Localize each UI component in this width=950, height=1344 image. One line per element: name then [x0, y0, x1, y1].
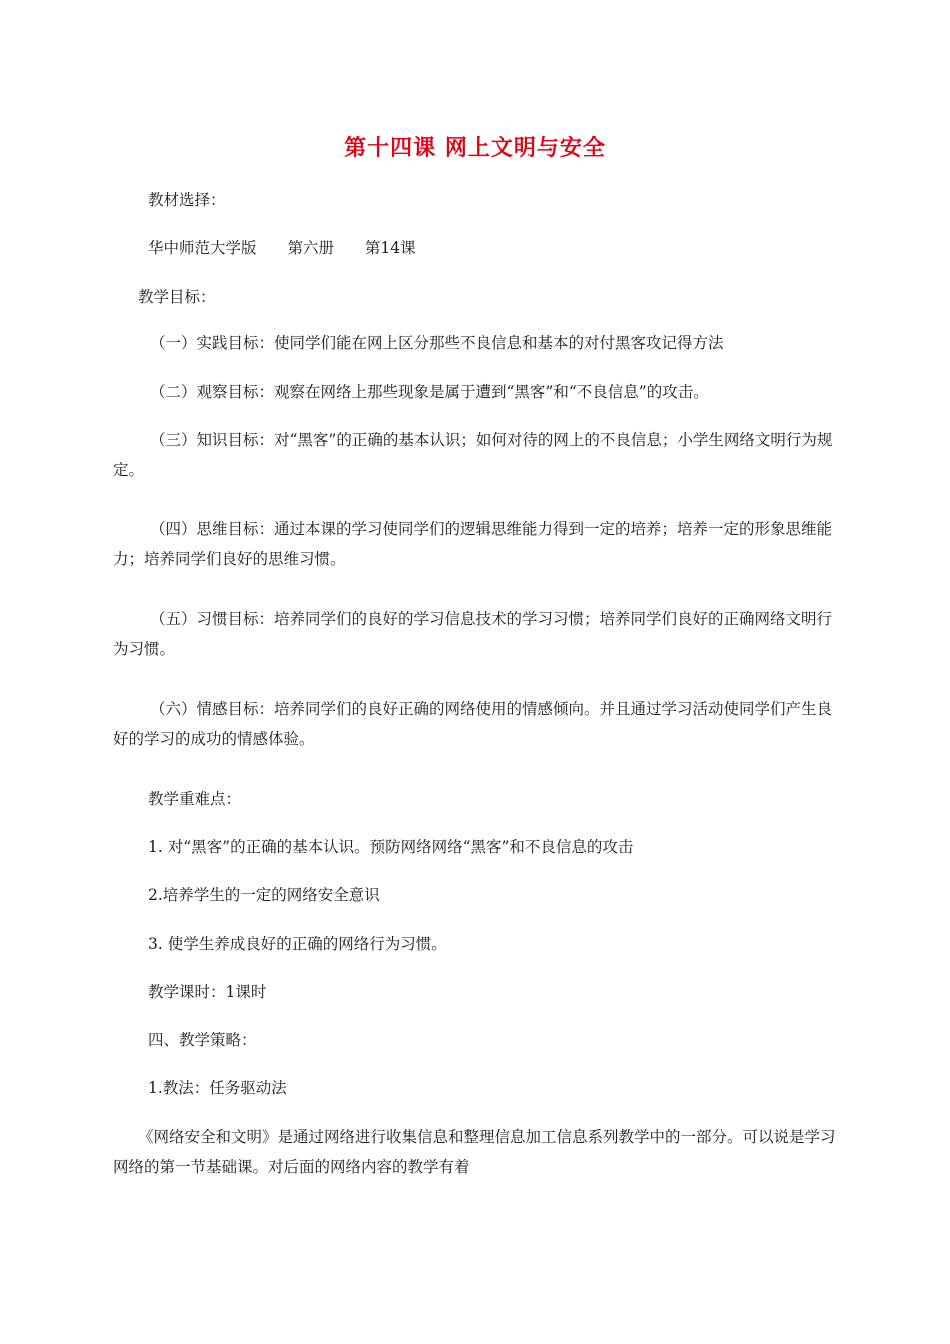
textbook-heading: 教材选择：	[148, 191, 226, 209]
objective-item: （六）情感目标：培养同学们的良好正确的网络使用的情感倾向。并且通过学习活动使同学们产生良好的学习的成功的情感体验。	[113, 700, 833, 748]
objective-item: （五）习惯目标：培养同学们的良好的学习信息技术的学习习惯；培养同学们良好的正确网络文明行为习惯。	[113, 610, 833, 658]
teaching-method: 1.教法：任务驱动法	[148, 1079, 287, 1097]
lesson-title: 第十四课 网上文明与安全	[344, 136, 606, 161]
key-point-item: 1. 对“黑客”的正确的基本认识。预防网络网络“黑客”和不良信息的攻击	[148, 838, 634, 856]
key-point-item: 2.培养学生的一定的网络安全意识	[148, 886, 380, 904]
key-point-item: 3. 使学生养成良好的正确的网络行为习惯。	[148, 935, 447, 953]
objective-item: （一）实践目标：使同学们能在网上区分那些不良信息和基本的对付黑客攻记得方法	[150, 334, 724, 352]
edition-line	[113, 233, 837, 263]
objective-item: （四）思维目标：通过本课的学习使同学们的逻辑思维能力得到一定的培养；培养一定的形象思维能力；培养同学们良好的思维习惯。	[113, 520, 833, 568]
class-hours: 教学课时：1课时	[148, 983, 267, 1001]
objectives-heading: 教学目标：	[138, 288, 216, 306]
objective-item: （三）知识目标：对“黑客”的正确的基本认识；如何对待的网上的不良信息；小学生网络文明行为规定。	[113, 431, 833, 479]
strategy-heading: 四、教学策略：	[148, 1031, 257, 1049]
edition-publisher: 华中师范大学版	[148, 239, 257, 257]
edition-lesson: 第14课	[364, 239, 416, 257]
objective-item: （二）观察目标：观察在网络上那些现象是属于遭到“黑客”和“不良信息”的攻击。	[150, 383, 709, 401]
key-points-heading: 教学重难点：	[148, 790, 242, 808]
edition-volume: 第六册	[287, 239, 334, 257]
method-paragraph: 《网络安全和文明》是通过网络进行收集信息和整理信息加工信息系列教学中的一部分。可以说是学习网络的第一节基础课。对后面的网络内容的教学有着	[113, 1128, 836, 1176]
